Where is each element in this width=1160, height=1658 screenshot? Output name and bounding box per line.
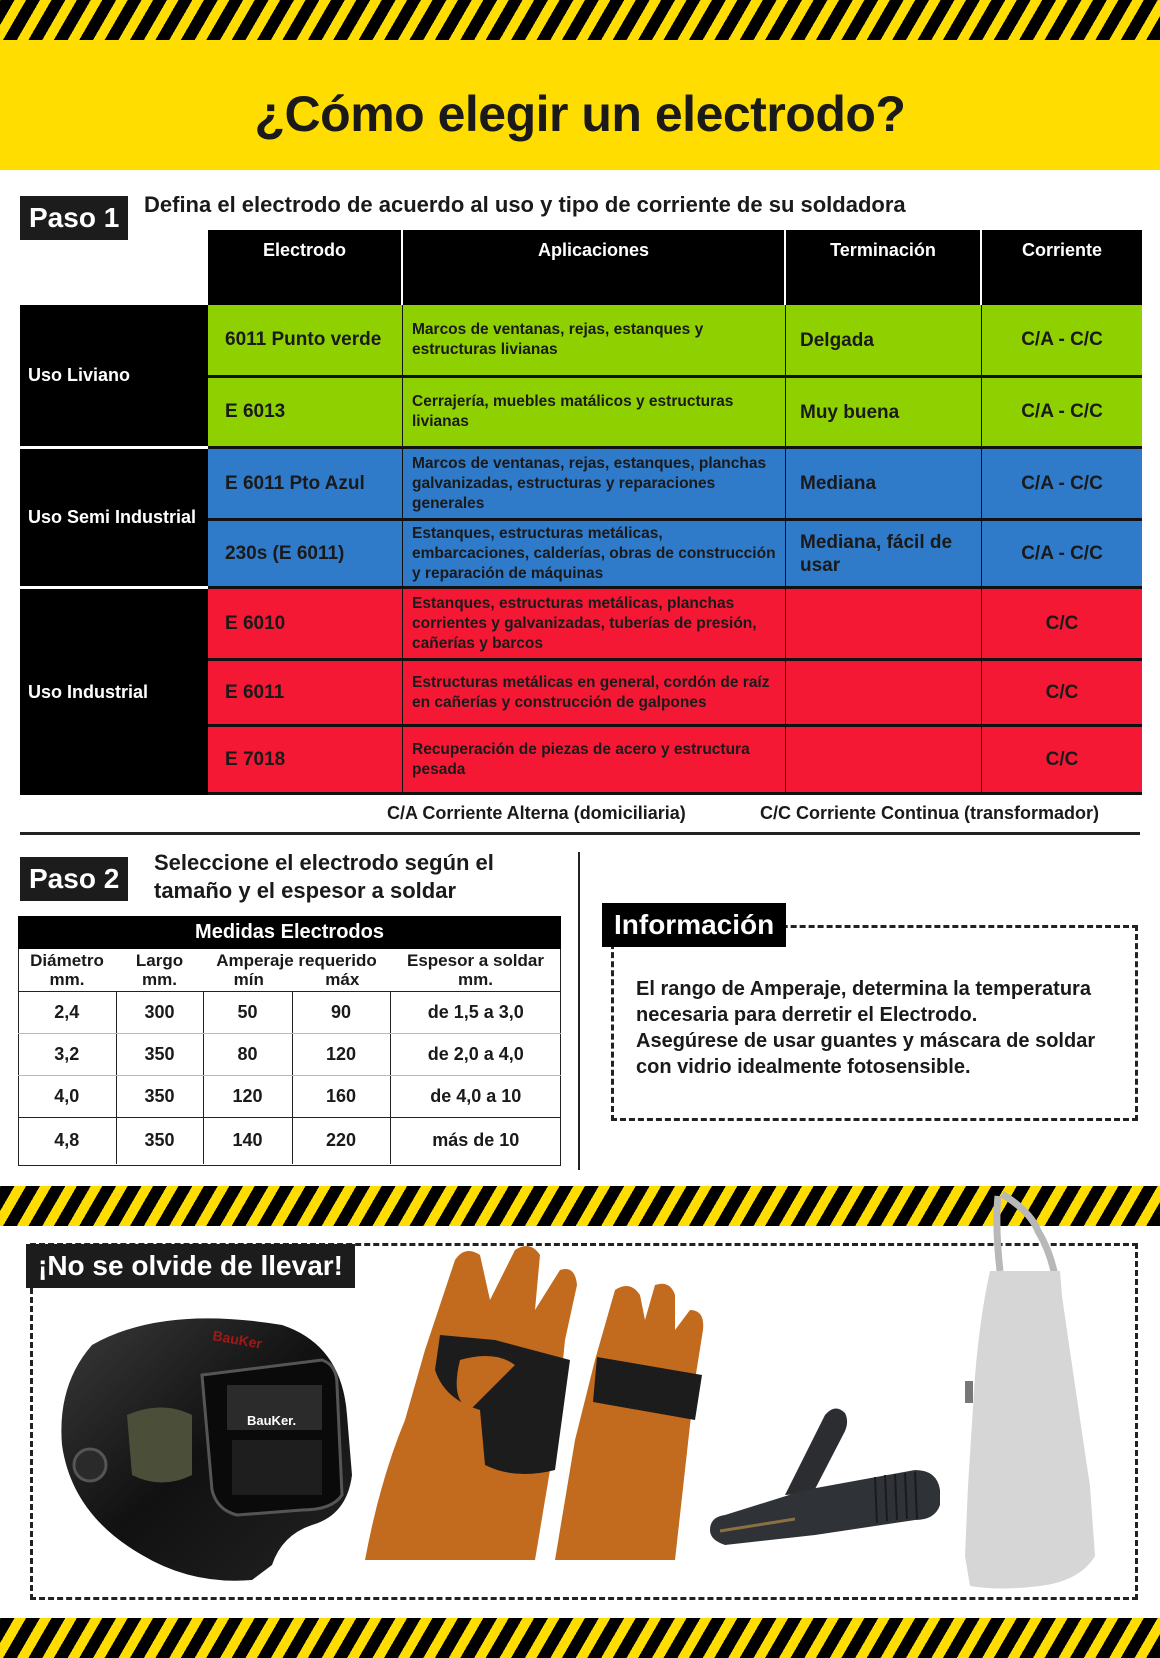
cell-corriente: C/A - C/C xyxy=(1021,401,1103,422)
hazard-stripe-bottom xyxy=(0,1618,1160,1658)
sizes-table xyxy=(18,916,561,1164)
cell-espesor: de 1,5 a 3,0 xyxy=(390,992,561,1034)
cell-aplicaciones: Recuperación de piezas de acero y estructura pesada xyxy=(403,727,786,792)
cell-max: 120 xyxy=(292,1034,390,1076)
header-amperaje: Amperaje requerido mín máx xyxy=(203,949,390,992)
paso2-tag: Paso 2 xyxy=(20,857,128,901)
cell-diametro: 3,2 xyxy=(18,1034,116,1076)
cell-espesor: de 4,0 a 10 xyxy=(390,1076,561,1118)
col-electrodo: Electrodo xyxy=(208,230,403,305)
info-text xyxy=(636,976,1116,1080)
leather-apron-icon xyxy=(950,1186,1120,1626)
cell-corriente: C/C xyxy=(1045,612,1079,634)
info-line: Asegúrese de usar guantes y máscara de soldar xyxy=(636,1030,1096,1052)
info-line: con vidrio idealmente fotosensible. xyxy=(636,1056,971,1078)
cell-corriente: C/A - C/C xyxy=(1021,472,1103,494)
col-corriente: Corriente xyxy=(1021,240,1102,260)
paso1-tag: Paso 1 xyxy=(20,196,128,240)
info-line: necesaria para derretir el Electrodo. xyxy=(636,1004,978,1026)
legend-cc: C/C Corriente Continua (transformador) xyxy=(760,803,1100,823)
cell-largo: 350 xyxy=(116,1076,203,1118)
paso1-description: Defina el electrodo de acuerdo al uso y tipo de corriente de su soldadora xyxy=(144,192,906,217)
header-diametro: Diámetro mm. xyxy=(18,949,116,992)
svg-text:BauKer.: BauKer. xyxy=(247,1413,297,1428)
group-uso-semi-industrial: Uso Semi Industrial xyxy=(20,449,208,589)
header-largo: Largo mm. xyxy=(116,949,203,992)
sizes-table-title: Medidas Electrodos xyxy=(18,916,561,949)
electrode-table-header xyxy=(208,230,1142,305)
table-row xyxy=(208,449,1142,521)
cell-terminacion: Mediana, fácil de usar xyxy=(786,521,982,586)
cell-electrodo: 230s (E 6011) xyxy=(208,521,403,586)
page-title: ¿Cómo elegir un electrodo? xyxy=(254,86,906,142)
cell-diametro: 4,8 xyxy=(18,1118,116,1164)
table-row xyxy=(208,378,1142,449)
cell-diametro: 4,0 xyxy=(18,1076,116,1118)
cell-max: 90 xyxy=(292,992,390,1034)
group-uso-liviano: Uso Liviano xyxy=(20,305,208,449)
cell-terminacion: Delgada xyxy=(786,305,982,375)
cell-aplicaciones: Estanques, estructuras metálicas, planchas corrientes y galvanizadas, tuberías de presión, cañerías y barcos xyxy=(403,589,786,658)
table-row xyxy=(18,1034,561,1076)
cell-electrodo: E 6011 xyxy=(208,661,403,724)
sizes-table-header xyxy=(18,949,561,992)
cell-terminacion xyxy=(786,727,982,792)
header-espesor: Espesor a soldar mm. xyxy=(390,949,561,992)
cell-terminacion xyxy=(786,589,982,658)
cell-largo: 300 xyxy=(116,992,203,1034)
cell-largo: 350 xyxy=(116,1034,203,1076)
cell-max: 160 xyxy=(292,1076,390,1118)
cell-max: 220 xyxy=(292,1118,390,1164)
svg-text:BauKer: BauKer xyxy=(211,1327,264,1352)
welding-gloves-icon xyxy=(365,1240,730,1560)
cell-min: 120 xyxy=(203,1076,292,1118)
info-tag: Información xyxy=(602,903,786,947)
cell-diametro: 2,4 xyxy=(18,992,116,1034)
col-aplicaciones: Aplicaciones xyxy=(403,230,786,305)
electrode-holder-icon xyxy=(705,1395,945,1555)
cell-min: 50 xyxy=(203,992,292,1034)
table-row xyxy=(18,992,561,1034)
table-row xyxy=(18,1076,561,1118)
header-band xyxy=(0,40,1160,170)
vertical-divider xyxy=(578,852,580,1170)
table-row xyxy=(208,521,1142,589)
table-row xyxy=(18,1118,561,1164)
cell-min: 140 xyxy=(203,1118,292,1164)
table-row xyxy=(208,305,1142,378)
col-terminacion: Terminación xyxy=(786,230,982,305)
group-uso-industrial: Uso Industrial xyxy=(20,589,208,795)
cell-electrodo: E 6010 xyxy=(208,589,403,658)
cell-largo: 350 xyxy=(116,1118,203,1164)
cell-terminacion: Muy buena xyxy=(786,378,982,446)
cell-terminacion: Mediana xyxy=(786,449,982,518)
cell-aplicaciones: Marcos de ventanas, rejas, estanques y estructuras livianas xyxy=(403,305,786,375)
info-line: El rango de Amperaje, determina la temperatura xyxy=(636,978,1091,1000)
welding-helmet-icon xyxy=(52,1305,362,1585)
cell-corriente: C/A - C/C xyxy=(1021,329,1103,350)
paso2-description-line1: Seleccione el electrodo según el xyxy=(154,850,494,875)
cell-electrodo: 6011 Punto verde xyxy=(208,305,403,375)
cell-aplicaciones: Estructuras metálicas en general, cordón de raíz en cañerías y construcción de galpones xyxy=(403,661,786,724)
hazard-stripe-top xyxy=(0,0,1160,40)
cell-aplicaciones: Cerrajería, muebles matálicos y estructuras livianas xyxy=(403,378,786,446)
cell-aplicaciones: Marcos de ventanas, rejas, estanques, planchas galvanizadas, estructuras y reparaciones generales xyxy=(403,449,786,518)
cell-electrodo: E 6013 xyxy=(208,378,403,446)
cell-aplicaciones: Estanques, estructuras metálicas, embarcaciones, calderías, obras de construcción y reparación de máquinas xyxy=(403,521,786,586)
cell-corriente: C/A - C/C xyxy=(1021,542,1103,564)
table-row xyxy=(208,661,1142,727)
cell-espesor: de 2,0 a 4,0 xyxy=(390,1034,561,1076)
cell-espesor: más de 10 xyxy=(432,1130,520,1151)
cell-electrodo: E 7018 xyxy=(208,727,403,792)
reminder-tag: ¡No se olvide de llevar! xyxy=(26,1244,355,1288)
cell-corriente: C/C xyxy=(1045,681,1079,703)
paso2-description-line2: tamaño y el espesor a soldar xyxy=(154,878,457,903)
table-row xyxy=(208,589,1142,661)
paso2-description xyxy=(154,849,494,905)
cell-electrodo: E 6011 Pto Azul xyxy=(208,449,403,518)
cell-corriente: C/C xyxy=(1045,748,1079,770)
table-row xyxy=(208,727,1142,795)
divider xyxy=(20,832,1140,835)
cell-min: 80 xyxy=(203,1034,292,1076)
legend-ca: C/A Corriente Alterna (domiciliaria) xyxy=(387,803,686,823)
cell-terminacion xyxy=(786,661,982,724)
